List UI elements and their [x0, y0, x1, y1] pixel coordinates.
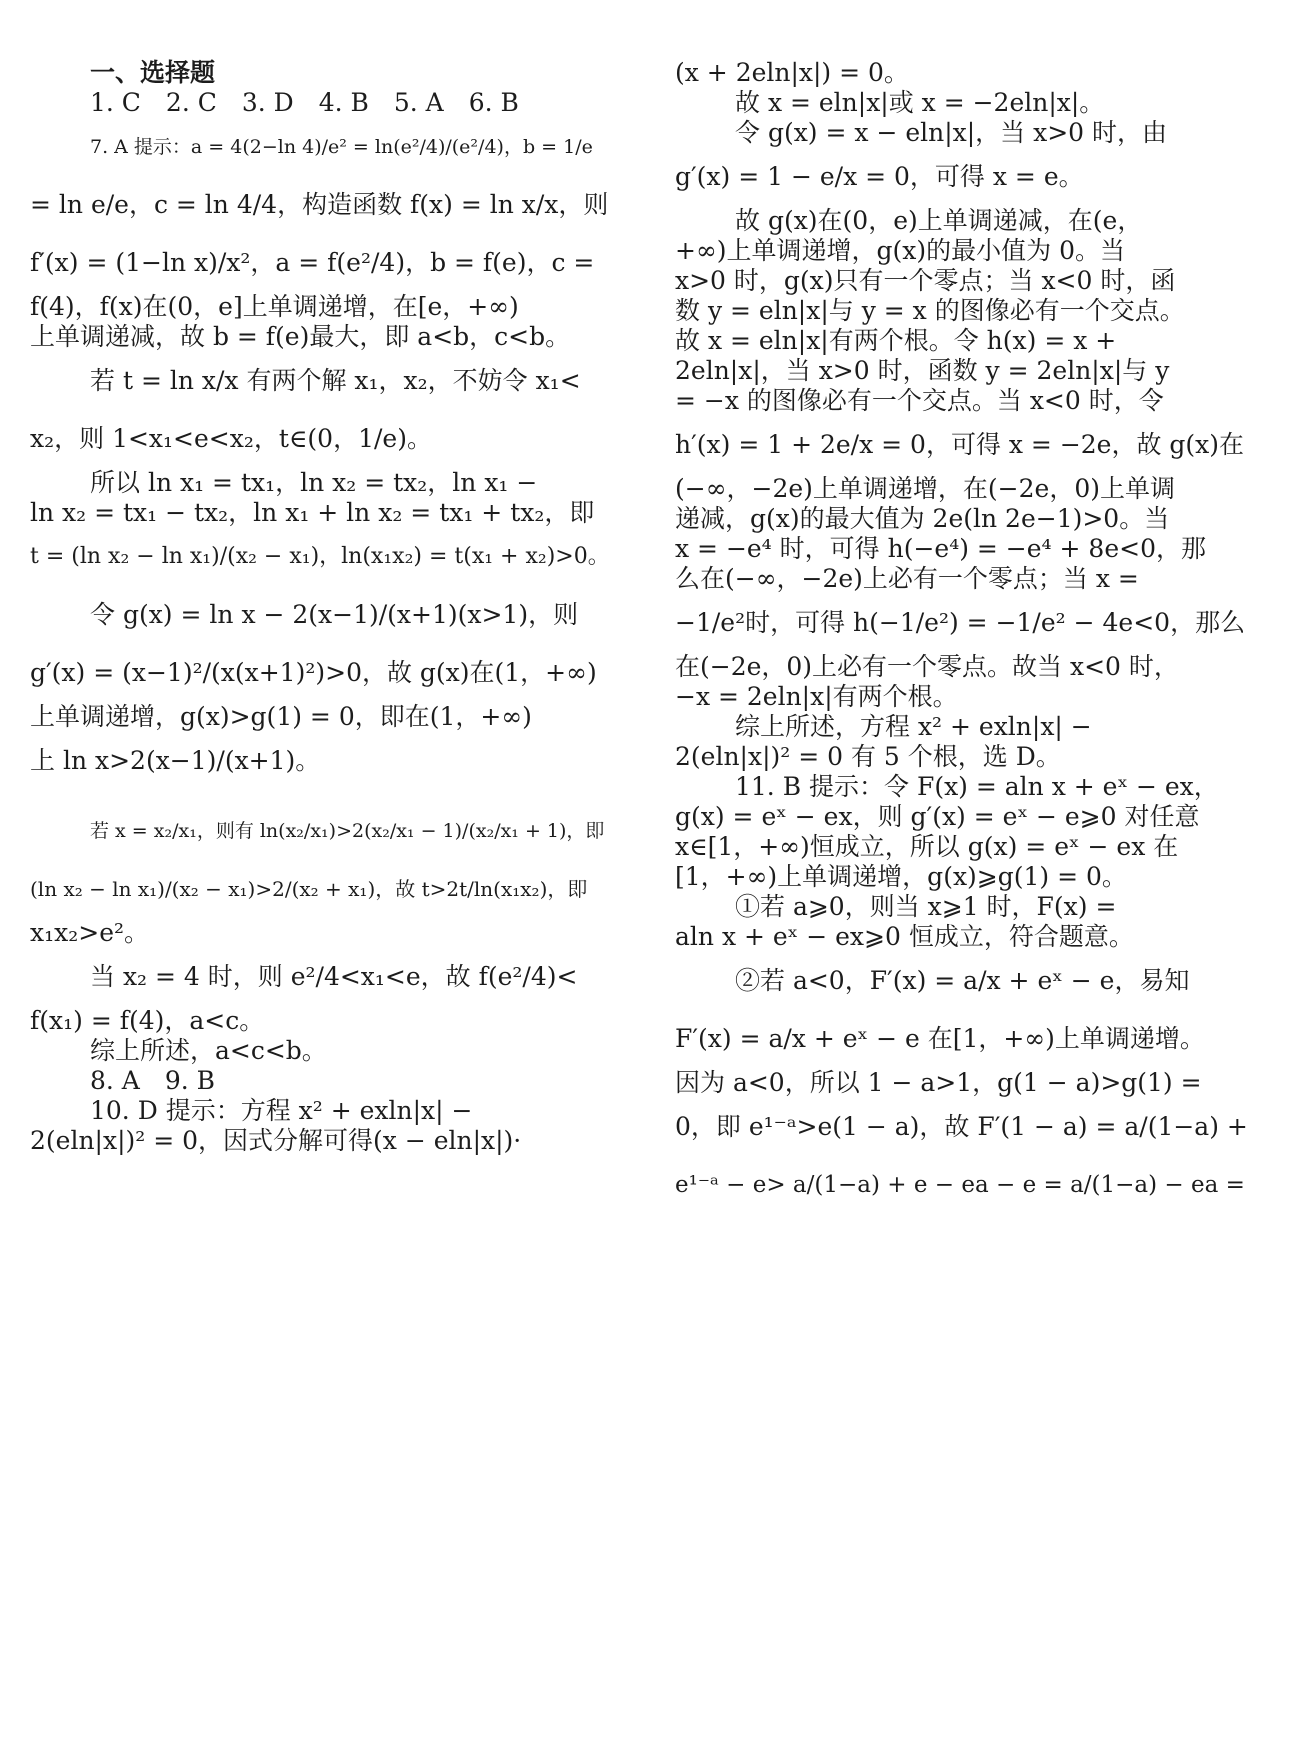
answer-line: 2(eln|x|)² = 0 有 5 个根，选 D。 [675, 742, 1061, 771]
answer-line: 所以 ln x₁ = tx₁，ln x₂ = tx₂，ln x₁ − [90, 468, 538, 497]
answer-line: x₂，则 1<x₁<e<x₂，t∈(0，1/e)。 [30, 424, 432, 453]
answer-line: 当 x₂ = 4 时，则 e²/4<x₁<e，故 f(e²/4)< [90, 962, 578, 991]
answer-line: x₁x₂>e²。 [30, 918, 150, 947]
answer-line: 递减，g(x)的最大值为 2e(ln 2e−1)>0。当 [675, 504, 1170, 533]
answer-line: (ln x₂ − ln x₁)/(x₂ − x₁)>2/(x₂ + x₁)，故 t>2t/ln(x₁x₂)，即 [30, 877, 588, 901]
answer-line: [1，+∞)上单调递增，g(x)⩾g(1) = 0。 [675, 862, 1127, 891]
answer-line: 故 x = eln|x|或 x = −2eln|x|。 [735, 88, 1105, 117]
answer-line: x = −e⁴ 时，可得 h(−e⁴) = −e⁴ + 8e<0，那 [675, 534, 1206, 563]
answer-line: 0，即 e¹⁻ᵃ>e(1 − a)，故 F′(1 − a) = a/(1−a) + [675, 1112, 1248, 1141]
answer-line: aln x + eˣ − ex⩾0 恒成立，符合题意。 [675, 922, 1134, 951]
answer-line: h′(x) = 1 + 2e/x = 0，可得 x = −2e，故 g(x)在 [675, 430, 1245, 459]
answer-line: (x + 2eln|x|) = 0。 [675, 58, 909, 87]
answer-line: 因为 a<0，所以 1 − a>1，g(1 − a)>g(1) = [675, 1068, 1202, 1097]
answer-line: 1. C 2. C 3. D 4. B 5. A 6. B [90, 88, 519, 117]
answer-line: x>0 时，g(x)只有一个零点；当 x<0 时，函 [675, 266, 1176, 295]
answer-line: 在(−2e，0)上必有一个零点。故当 x<0 时， [675, 652, 1179, 681]
answer-line: ①若 a⩾0，则当 x⩾1 时，F(x) = [735, 892, 1117, 921]
answer-line: 11. B 提示：令 F(x) = aln x + eˣ − ex， [735, 772, 1219, 801]
answer-line: 综上所述，a<c<b。 [90, 1036, 327, 1065]
answer-line: g(x) = eˣ − ex，则 g′(x) = eˣ − e⩾0 对任意 [675, 802, 1200, 831]
answer-line: 令 g(x) = x − eln|x|，当 x>0 时，由 [735, 118, 1168, 147]
answer-line: 2(eln|x|)² = 0，因式分解可得(x − eln|x|)· [30, 1126, 522, 1155]
answer-line: e¹⁻ᵃ − e> a/(1−a) + e − ea − e = a/(1−a) − ea = [675, 1172, 1245, 1198]
right-column [675, 58, 1260, 1214]
answer-line: 故 g(x)在(0，e)上单调递减，在(e， [735, 206, 1143, 235]
answer-line: x∈[1，+∞)恒成立，所以 g(x) = eˣ − ex 在 [675, 832, 1179, 861]
answer-line: 上单调递减，故 b = f(e)最大，即 a<b，c<b。 [30, 322, 571, 351]
answer-line: g′(x) = (x−1)²/(x(x+1)²)>0，故 g(x)在(1，+∞) [30, 658, 597, 687]
answer-line: −1/e²时，可得 h(−1/e²) = −1/e² − 4e<0，那么 [675, 608, 1246, 637]
answer-line: = ln e/e，c = ln 4/4，构造函数 f(x) = ln x/x，则 [30, 190, 609, 219]
answer-line: 若 x = x₂/x₁，则有 ln(x₂/x₁)>2(x₂/x₁ − 1)/(x₂/x₁ + 1)，即 [90, 820, 605, 842]
answer-line: 2eln|x|，当 x>0 时，函数 y = 2eln|x|与 y [675, 356, 1170, 385]
answer-line: 上单调递增，g(x)>g(1) = 0，即在(1，+∞) [30, 702, 532, 731]
answer-line: f′(x) = (1−ln x)/x²，a = f(e²/4)，b = f(e)，c = [30, 248, 595, 277]
section-heading: 一、选择题 [90, 58, 216, 87]
answer-line: t = (ln x₂ − ln x₁)/(x₂ − x₁)，ln(x₁x₂) = t(x₁ + x₂)>0。 [30, 544, 610, 569]
answer-line: +∞)上单调递增，g(x)的最小值为 0。当 [675, 236, 1125, 265]
answer-line: ②若 a<0，F′(x) = a/x + eˣ − e，易知 [735, 966, 1190, 995]
answer-line: 若 t = ln x/x 有两个解 x₁，x₂，不妨令 x₁< [90, 366, 581, 395]
answer-line: 令 g(x) = ln x − 2(x−1)/(x+1)(x>1)，则 [90, 600, 579, 629]
answer-line: 7. A 提示：a = 4(2−ln 4)/e² = ln(e²/4)/(e²/4)，b = 1/e [90, 136, 593, 158]
answer-line: 8. A 9. B [90, 1066, 216, 1095]
answer-line: 数 y = eln|x|与 y = x 的图像必有一个交点。 [675, 296, 1185, 325]
answer-line: g′(x) = 1 − e/x = 0，可得 x = e。 [675, 162, 1084, 191]
answer-line: f(x₁) = f(4)，a<c。 [30, 1006, 265, 1035]
answer-line: 么在(−∞，−2e)上必有一个零点；当 x = [675, 564, 1139, 593]
answer-line: f(4)，f(x)在(0，e]上单调递增，在[e，+∞) [30, 292, 519, 321]
answer-line: 10. D 提示：方程 x² + exln|x| − [90, 1096, 473, 1125]
answer-line: 故 x = eln|x|有两个根。令 h(x) = x + [675, 326, 1117, 355]
left-column [30, 58, 612, 1156]
answer-line: F′(x) = a/x + eˣ − e 在[1，+∞)上单调递增。 [675, 1024, 1205, 1053]
answer-line: ln x₂ = tx₁ − tx₂，ln x₁ + ln x₂ = tx₁ + tx₂，即 [30, 498, 595, 527]
answer-line: (−∞，−2e)上单调递增，在(−2e，0)上单调 [675, 474, 1175, 503]
answer-line: 上 ln x>2(x−1)/(x+1)。 [30, 746, 321, 775]
answer-line: = −x 的图像必有一个交点。当 x<0 时，令 [675, 386, 1164, 415]
answer-line: 综上所述，方程 x² + exln|x| − [735, 712, 1092, 741]
answer-line: −x = 2eln|x|有两个根。 [675, 682, 958, 711]
